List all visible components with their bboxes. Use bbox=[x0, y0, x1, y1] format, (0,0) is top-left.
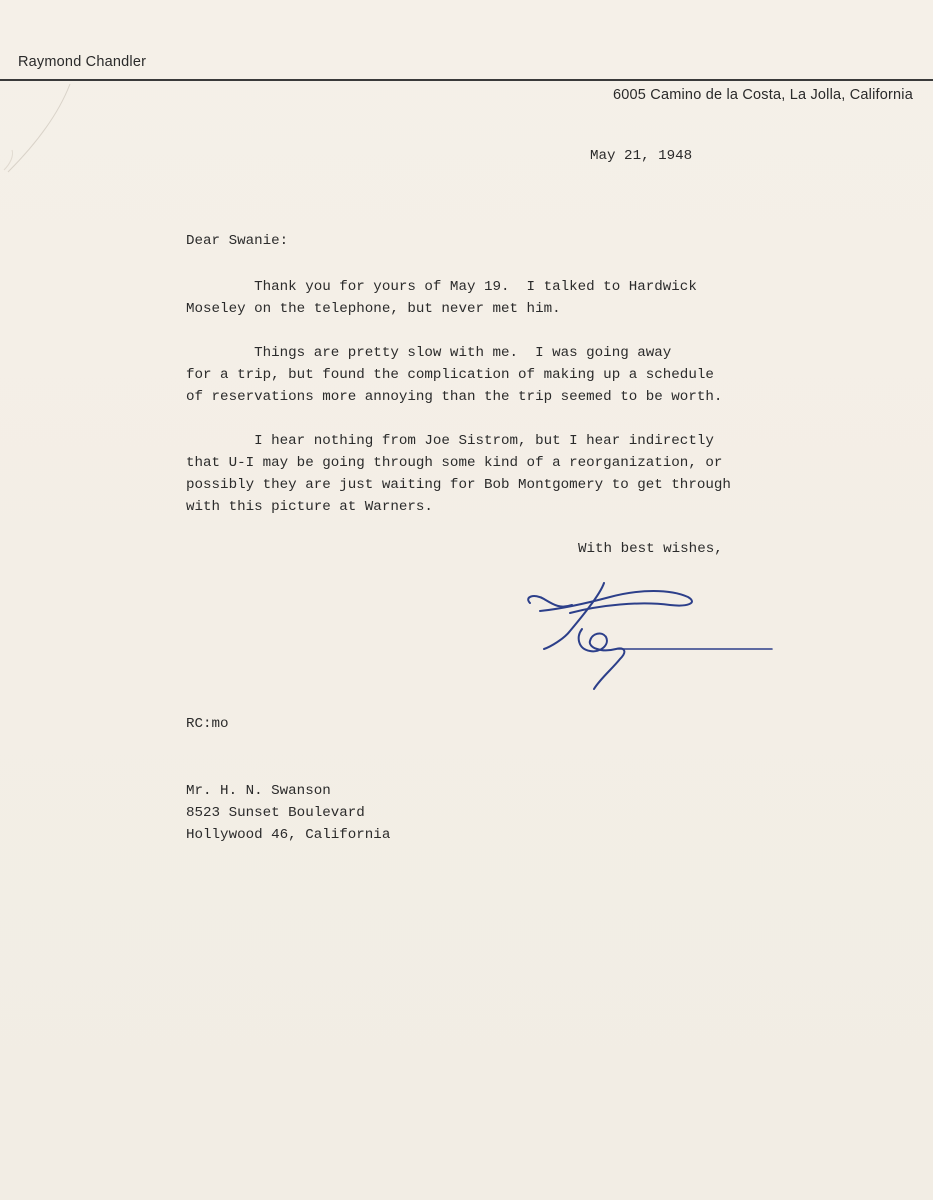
letterhead-name: Raymond Chandler bbox=[18, 54, 147, 70]
letter-date: May 21, 1948 bbox=[590, 148, 693, 164]
typist-initials: RC:mo bbox=[186, 716, 229, 732]
handwritten-signature bbox=[520, 575, 780, 695]
recipient-line-street: 8523 Sunset Boulevard bbox=[186, 805, 365, 821]
closing: With best wishes, bbox=[578, 541, 723, 557]
paper-crease-mark bbox=[0, 80, 80, 180]
letterhead-rule bbox=[0, 79, 933, 81]
recipient-line-name: Mr. H. N. Swanson bbox=[186, 783, 331, 799]
recipient-line-city: Hollywood 46, California bbox=[186, 827, 391, 843]
body-paragraph-2: Things are pretty slow with me. I was going away for a trip, but found the complication of making up a schedule of reservations more annoying than the trip seemed to be worth. bbox=[186, 345, 723, 405]
recipient-address bbox=[186, 780, 390, 846]
salutation: Dear Swanie: bbox=[186, 233, 289, 249]
body-paragraph-3: I hear nothing from Joe Sistrom, but I hear indirectly that U-I may be going through some kind of a reorganization, or possibly they are just waiting for Bob Montgomery to get through with this picture at Warners. bbox=[186, 433, 731, 515]
letterhead-address: 6005 Camino de la Costa, La Jolla, California bbox=[613, 87, 913, 103]
body-paragraph-1: Thank you for yours of May 19. I talked to Hardwick Moseley on the telephone, but never met him. bbox=[186, 279, 697, 317]
